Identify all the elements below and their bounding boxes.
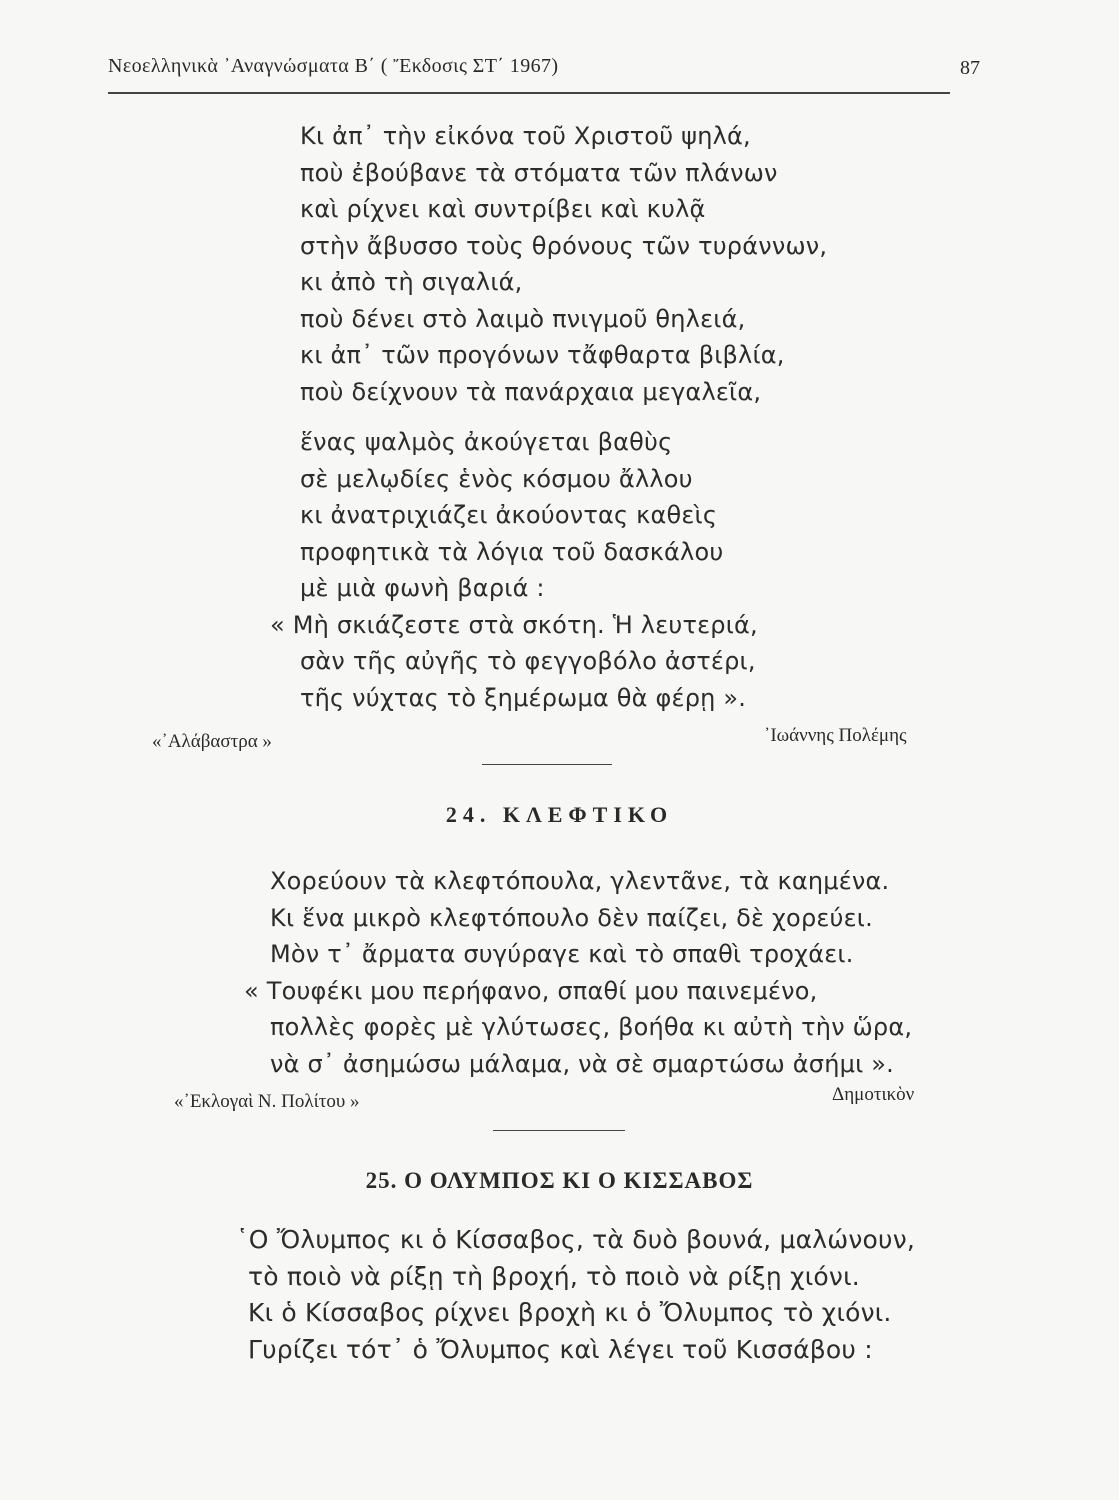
poem-line: τὸ ποιὸ νὰ ρίξῃ τὴ βροχή, τὸ ποιὸ νὰ ρίξῃ χιόνι.: [248, 1261, 860, 1291]
poem-line: κι ἀπ᾿ τῶν προγόνων τἄφθαρτα βιβλία,: [300, 341, 785, 369]
poem-line: μὲ μιὰ φωνὴ βαριά :: [300, 574, 545, 602]
poem-line: « Τουφέκι μου περήφανο, σπαθί μου παινεμένο,: [244, 976, 818, 1005]
poem-line: στὴν ἄβυσσο τοὺς θρόνους τῶν τυράννων,: [300, 231, 828, 260]
section-separator: [482, 764, 612, 765]
poem-line: σὲ μελῳδίες ἑνὸς κόσμου ἄλλου: [300, 464, 693, 493]
poem-line: πολλὲς φορὲς μὲ γλύτωσες, βοήθα κι αὐτὴ τὴν ὥρα,: [270, 1013, 913, 1041]
poem-line: ῾Ο Ὄλυμπος κι ὁ Κίσσαβος, τὰ δυὸ βουνά, μαλώνουν,: [236, 1225, 916, 1254]
poem-line: ἕνας ψαλμὸς ἀκούγεται βαθὺς: [300, 428, 673, 456]
poem-line: Χορεύουν τὰ κλεφτόπουλα, γλεντᾶνε, τὰ καημένα.: [270, 867, 890, 895]
poem-title: 25. Ο ΟΛΥΜΠΟΣ ΚΙ Ο ΚΙΣΣΑΒΟΣ: [365, 1168, 754, 1193]
source-attribution: «᾿Αλάβαστρα »: [152, 731, 272, 752]
poem-line: κι ἀπὸ τὴ σιγαλιά,: [300, 268, 523, 296]
poem-line: Κι ἕνα μικρὸ κλεφτόπουλο δὲν παίζει, δὲ χορεύει.: [270, 903, 873, 932]
author-attribution: Δημοτικὸν: [832, 1084, 915, 1105]
running-title: Νεοελληνικὰ ᾿Αναγνώσματα Β΄ ( Ἔκδοσις ΣΤ΄ 1967): [108, 55, 559, 77]
poem-top-stanza-1: [300, 118, 827, 410]
poem-line: ποὺ δείχνουν τὰ πανάρχαια μεγαλεῖα,: [300, 377, 762, 406]
poem-line: σὰν τῆς αὐγῆς τὸ φεγγοβόλο ἀστέρι,: [300, 647, 756, 675]
poem-line: Μὸν τ᾿ ἄρματα συγύραγε καὶ τὸ σπαθὶ τροχάει.: [270, 940, 854, 968]
section-separator: [493, 1130, 625, 1131]
page-header: [108, 50, 980, 86]
poem-line: κι ἀνατριχιάζει ἀκούοντας καθεὶς: [300, 501, 718, 529]
poem-24-body: [244, 863, 913, 1082]
poem-top-stanza-2: [270, 424, 758, 716]
poem-line: νὰ σ᾿ ἀσημώσω μάλαμα, νὰ σὲ σμαρτώσω ἀσήμι ».: [270, 1049, 894, 1078]
poem-line: « Μὴ σκιάζεστε στὰ σκότη. Ἡ λευτεριά,: [270, 610, 758, 639]
header-rule: [108, 92, 950, 94]
poem-line: Κι ὁ Κίσσαβος ρίχνει βροχὴ κι ὁ Ὄλυμπος τὸ χιόνι.: [248, 1298, 892, 1327]
source-attribution: «᾿Εκλογαὶ Ν. Πολίτου »: [174, 1091, 360, 1112]
page-number: 87: [960, 57, 980, 79]
poem-25-body: [238, 1222, 915, 1368]
poem-line: ποὺ ἐβούβανε τὰ στόματα τῶν πλάνων: [300, 158, 778, 187]
poem-line: καὶ ρίχνει καὶ συντρίβει καὶ κυλᾷ: [300, 195, 706, 223]
poem-line: Κι ἀπ᾿ τὴν εἰκόνα τοῦ Χριστοῦ ψηλά,: [300, 122, 751, 150]
poem-line: ποὺ δένει στὸ λαιμὸ πνιγμοῦ θηλειά,: [300, 304, 746, 333]
poem-line: τῆς νύχτας τὸ ξημέρωμα θὰ φέρῃ ».: [300, 683, 747, 712]
author-attribution: ᾿Ιωάννης Πολέμης: [764, 725, 907, 746]
poem-title: 24. ΚΛΕΦΤΙΚΟ: [445, 802, 674, 827]
poem-line: προφητικὰ τὰ λόγια τοῦ δασκάλου: [300, 537, 724, 566]
poem-line: Γυρίζει τότ᾿ ὁ Ὄλυμπος καὶ λέγει τοῦ Κισσάβου :: [248, 1334, 873, 1364]
